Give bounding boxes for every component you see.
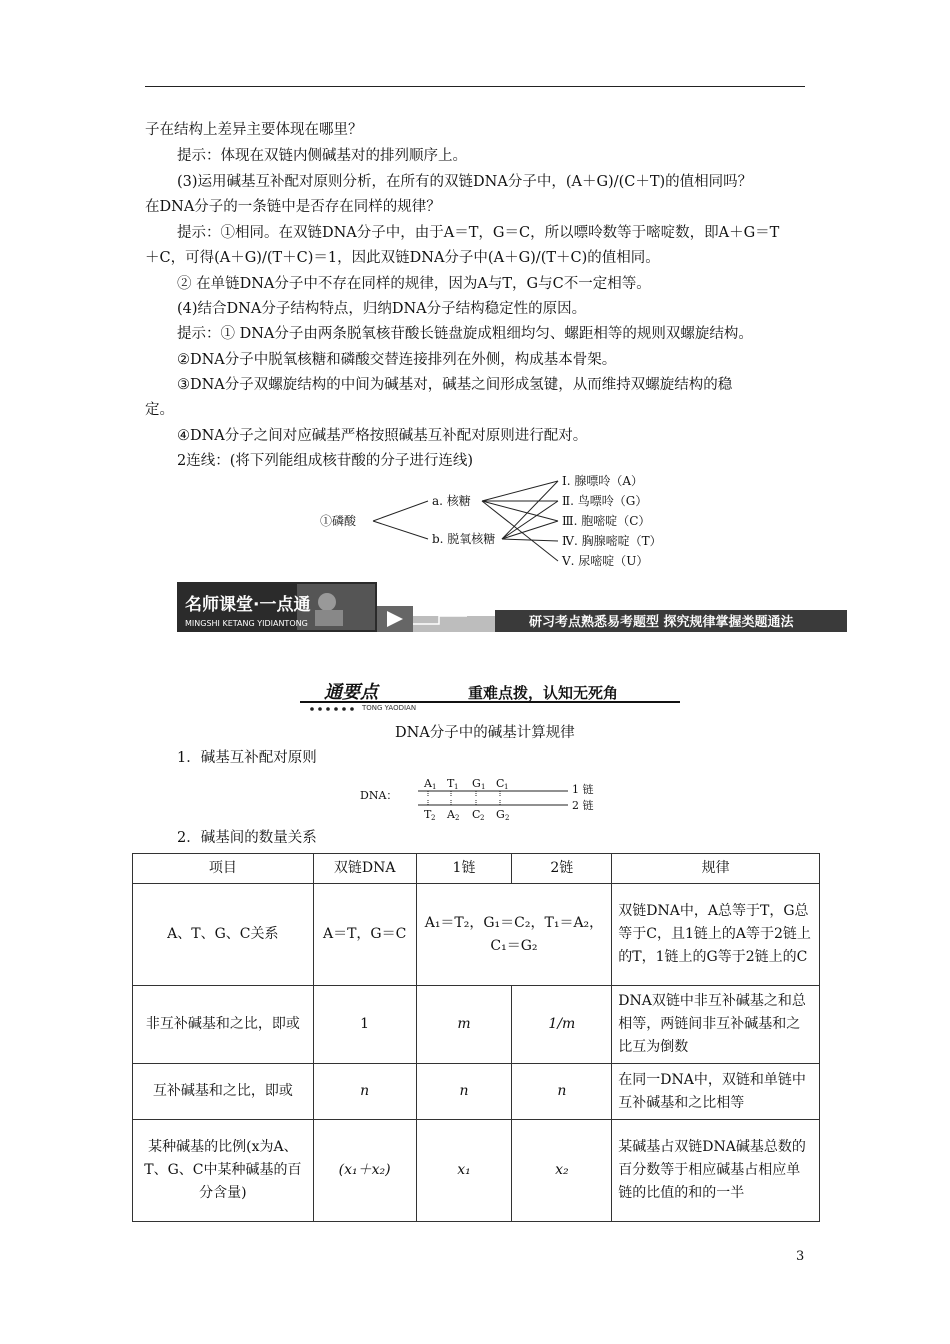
table-cell: 在同一DNA中，双链和单链中互补碱基和之比相等 — [612, 1064, 820, 1120]
chain-label: 2 链 — [572, 799, 594, 812]
page-number: 3 — [796, 1249, 805, 1264]
table-cell: n — [416, 1064, 512, 1120]
text-line: 2连线：(将下列能组成核苷酸的分子进行连线) — [177, 453, 474, 469]
text-line: 定。 — [145, 402, 174, 418]
text-line: ＋C，可得(A＋G)/(T＋C)＝1，因此双链DNA分子中(A＋G)/(T＋C)的值相同。 — [145, 250, 660, 266]
base-label: Ⅳ. 胸腺嘧啶（T） — [562, 534, 662, 548]
dna-pair-diagram — [360, 772, 610, 822]
text-line: (3)运用碱基互补配对原则分析，在所有的双链DNA分子中，(A＋G)/(C＋T)的值相同吗？ — [177, 174, 753, 190]
table-cell: 1/m — [512, 986, 612, 1064]
svg-text:2: 2 — [505, 814, 510, 822]
table-cell: x₂ — [512, 1120, 612, 1222]
table-cell: 双链DNA中，A总等于T，G总等于C，且1链上的A等于2链上的T，1链上的G等于2链上的C — [612, 884, 820, 986]
tong-yaodian-heading — [300, 678, 680, 714]
table-cell: DNA双链中非互补碱基之和总相等，两链间非互补碱基和之比互为倒数 — [612, 986, 820, 1064]
table-header: 2链 — [512, 854, 612, 884]
table-cell: 某碱基占双链DNA碱基总数的百分数等于相应碱基占相应单链的比值的和的一半 — [612, 1120, 820, 1222]
base-label: Ⅲ. 胞嘧啶（C） — [562, 514, 651, 528]
text-line: 提示：体现在双链内侧碱基对的排列顺序上。 — [177, 148, 467, 164]
table-cell: 1 — [313, 986, 416, 1064]
connector-lines — [373, 481, 558, 561]
text-line: ④DNA分子之间对应碱基严格按照碱基互补配对原则进行配对。 — [177, 428, 588, 444]
table-cell: m — [416, 986, 512, 1064]
bottom-base: T — [424, 808, 432, 821]
svg-text:1: 1 — [481, 783, 486, 791]
text-line: 提示：① DNA分子由两条脱氧核苷酸长链盘旋成粗细均匀、螺距相等的规则双螺旋结构。 — [177, 326, 753, 342]
banner-slogan: 研习考点熟悉易考题型 探究规律掌握类题通法 — [529, 615, 794, 630]
svg-text:2: 2 — [431, 814, 436, 822]
section-title: DNA分子中的碱基计算规律 — [395, 725, 575, 741]
section-banner — [177, 580, 847, 632]
table-row — [133, 1120, 820, 1222]
header-rule — [145, 86, 805, 87]
text-line: (4)结合DNA分子结构特点，归纳DNA分子结构稳定性的原因。 — [177, 301, 587, 317]
table-cell: x₁ — [416, 1120, 512, 1222]
top-base: A — [424, 777, 432, 790]
base-label: Ⅱ. 鸟嘌呤（G） — [562, 494, 648, 508]
top-base: G — [472, 777, 481, 790]
svg-text:1: 1 — [454, 783, 459, 791]
text-line: ②DNA分子中脱氧核糖和磷酸交替连接排列在外侧，构成基本骨架。 — [177, 352, 617, 368]
base-relation-table — [132, 853, 820, 1222]
svg-text:1: 1 — [504, 783, 509, 791]
table-header: 规律 — [612, 854, 820, 884]
svg-text:2: 2 — [455, 814, 460, 822]
table-cell: 非互补碱基和之比，即或 — [133, 986, 314, 1064]
item-heading: 1．碱基互补配对原则 — [177, 750, 317, 766]
table-row — [133, 884, 820, 986]
tong-pinyin: TONG YAODIAN — [362, 704, 417, 712]
table-cell: n — [313, 1064, 416, 1120]
table-cell: 某种碱基的比例(x为A、T、G、C中某种碱基的百分含量) — [133, 1120, 314, 1222]
text-line: 子在结构上差异主要体现在哪里？ — [145, 122, 363, 138]
bottom-base: G — [496, 808, 505, 821]
table-cell: A＝T，G＝C — [313, 884, 416, 986]
table-cell: A₁＝T₂，G₁＝C₂，T₁＝A₂，C₁＝G₂ — [416, 884, 612, 986]
bottom-base: A — [447, 808, 455, 821]
table-header: 项目 — [133, 854, 314, 884]
table-header-row — [133, 854, 820, 884]
item-heading: 2．碱基间的数量关系 — [177, 830, 317, 846]
bottom-base: C — [472, 808, 481, 821]
matching-diagram — [320, 467, 680, 577]
chain-label: 1 链 — [572, 783, 594, 796]
tong-subtitle: 重难点拨，认知无死角 — [468, 684, 619, 702]
svg-text:2: 2 — [480, 814, 485, 822]
banner-pinyin: MINGSHI KETANG YIDIANTONG — [185, 619, 308, 628]
top-base: C — [496, 777, 505, 790]
table-header: 1链 — [416, 854, 512, 884]
table-row — [133, 1064, 820, 1120]
table-header: 双链DNA — [313, 854, 416, 884]
base-label: Ⅰ. 腺嘌呤（A） — [562, 474, 644, 488]
banner-title: 名师课堂·一点通 — [185, 595, 311, 615]
table-row — [133, 986, 820, 1064]
text-line: ② 在单链DNA分子中不存在同样的规律，因为A与T，G与C不一定相等。 — [177, 276, 651, 292]
text-line: 提示：①相同。在双链DNA分子中，由于A＝T，G＝C，所以嘌呤数等于嘧啶数，即A＋G＝T — [177, 225, 780, 241]
dna-label: DNA： — [360, 789, 398, 802]
text-line: 在DNA分子的一条链中是否存在同样的规律？ — [145, 199, 441, 215]
text-line: ③DNA分子双螺旋结构的中间为碱基对，碱基之间形成氢键，从而维持双螺旋结构的稳 — [177, 377, 733, 393]
phosphate-label: ①磷酸 — [320, 514, 357, 528]
table-cell: (x₁＋x₂) — [313, 1120, 416, 1222]
sugar-label: b. 脱氧核糖 — [432, 532, 496, 546]
table-cell: n — [512, 1064, 612, 1120]
tong-title: 通要点 — [324, 682, 378, 703]
base-label: Ⅴ. 尿嘧啶（U） — [562, 554, 649, 568]
table-cell: A、T、G、C关系 — [133, 884, 314, 986]
table-cell: 互补碱基和之比，即或 — [133, 1064, 314, 1120]
sugar-label: a. 核糖 — [432, 494, 471, 508]
top-base: T — [447, 777, 455, 790]
svg-text:1: 1 — [432, 783, 437, 791]
